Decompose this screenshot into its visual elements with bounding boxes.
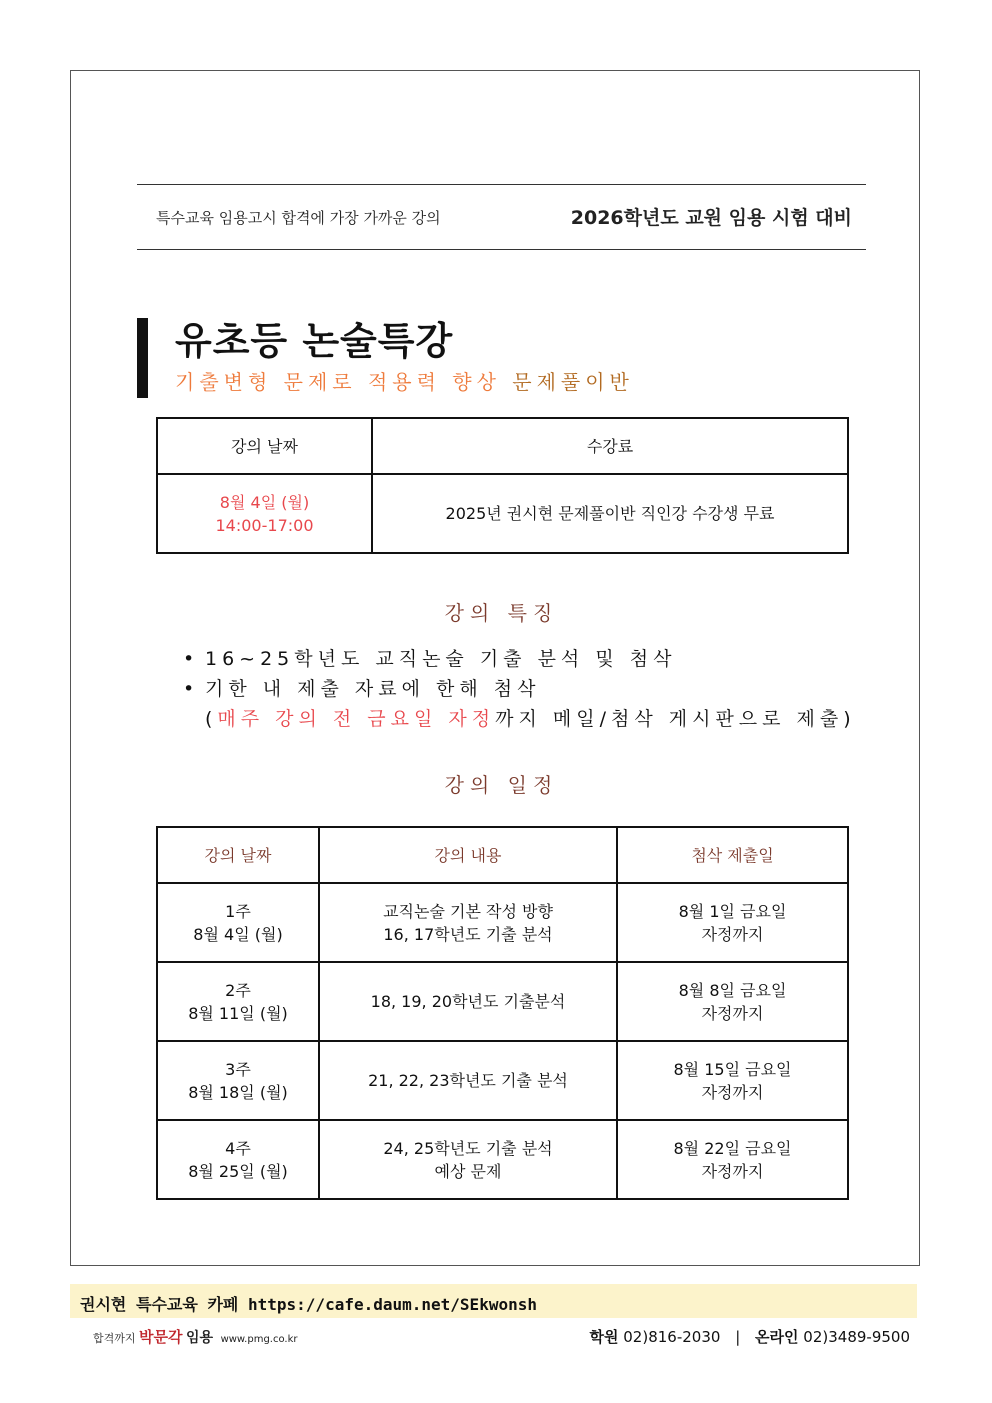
column-header: 첨삭 제출일 <box>617 827 848 883</box>
brand-suffix: 임용 <box>186 1330 214 1346</box>
week-cell: 3주 8월 18일 (월) <box>157 1041 319 1120</box>
features-heading: 강의 특징 <box>444 601 559 625</box>
brand-tagline: 합격까지 <box>93 1332 136 1345</box>
header-bottom-rule <box>137 249 866 250</box>
contact-separator: | <box>735 1328 741 1346</box>
column-header: 강의 날짜 <box>157 827 319 883</box>
list-item: • 16~25학년도 교직논술 기출 분석 및 첨삭 <box>183 644 856 674</box>
academy-phone: 02)816-2030 <box>623 1328 721 1346</box>
content-cell: 교직논술 기본 작성 방향 16, 17학년도 기출 분석 <box>319 883 617 962</box>
lecture-date: 8월 4일 (월) <box>219 492 310 512</box>
table-row <box>157 1041 848 1120</box>
table-row <box>157 962 848 1041</box>
title-accent-bar <box>137 318 148 398</box>
week-cell: 4주 8월 25일 (월) <box>157 1120 319 1199</box>
submission-note: (매주 강의 전 금요일 자정까지 메일/첨삭 게시판으로 제출) <box>205 708 856 730</box>
content-cell: 24, 25학년도 기출 분석 예상 문제 <box>319 1120 617 1199</box>
week-cell: 1주 8월 4일 (월) <box>157 883 319 962</box>
online-phone: 02)3489-9500 <box>803 1328 910 1346</box>
lecture-date-cell <box>157 474 372 553</box>
brand-logo <box>93 1326 298 1347</box>
content-cell: 18, 19, 20학년도 기출분석 <box>319 962 617 1041</box>
bullet-icon: • <box>183 678 200 700</box>
due-cell: 8월 15일 금요일 자정까지 <box>617 1041 848 1120</box>
brand-name: 박문각 <box>139 1328 183 1346</box>
table-row <box>157 883 848 962</box>
brand-website: www.pmg.co.kr <box>220 1334 298 1345</box>
table-row <box>157 474 848 553</box>
fee-cell: 2025년 권시현 문제풀이반 직인강 수강생 무료 <box>372 474 848 553</box>
due-cell: 8월 1일 금요일 자정까지 <box>617 883 848 962</box>
table-row <box>157 1120 848 1199</box>
cafe-link[interactable]: 권시현 특수교육 카페 https://cafe.daum.net/SEkwonsh <box>80 1295 537 1314</box>
subtitle-part-a: 기출변형 문제로 적용력 향상 <box>175 370 501 394</box>
content-cell: 21, 22, 23학년도 기출 분석 <box>319 1041 617 1120</box>
page-subtitle <box>175 366 634 395</box>
contact-info <box>589 1326 910 1347</box>
week-cell: 2주 8월 11일 (월) <box>157 962 319 1041</box>
schedule-table <box>156 826 849 1200</box>
table-header-row <box>157 827 848 883</box>
header-tagline: 특수교육 임용고시 합격에 가장 가까운 강의 <box>156 209 441 227</box>
academy-label: 학원 <box>589 1328 619 1346</box>
list-item: • 기한 내 제출 자료에 한해 첨삭 <box>183 674 856 704</box>
lecture-time: 14:00-17:00 <box>215 515 314 535</box>
column-header: 강의 내용 <box>319 827 617 883</box>
fee-table <box>156 417 849 554</box>
features-list <box>183 644 856 734</box>
bullet-icon: • <box>183 648 200 670</box>
deadline-highlight: 매주 강의 전 금요일 자정 <box>217 708 496 730</box>
table-header-row <box>157 418 848 474</box>
header-exam-title: 2026학년도 교원 임용 시험 대비 <box>570 207 852 229</box>
schedule-heading: 강의 일정 <box>444 773 559 797</box>
column-header: 수강료 <box>372 418 848 474</box>
column-header: 강의 날짜 <box>157 418 372 474</box>
due-cell: 8월 8일 금요일 자정까지 <box>617 962 848 1041</box>
header-top-rule <box>137 184 866 185</box>
due-cell: 8월 22일 금요일 자정까지 <box>617 1120 848 1199</box>
online-label: 온라인 <box>755 1328 799 1346</box>
page-title: 유초등 논술특강 <box>175 319 454 363</box>
subtitle-part-b: 문제풀이반 <box>512 370 634 394</box>
